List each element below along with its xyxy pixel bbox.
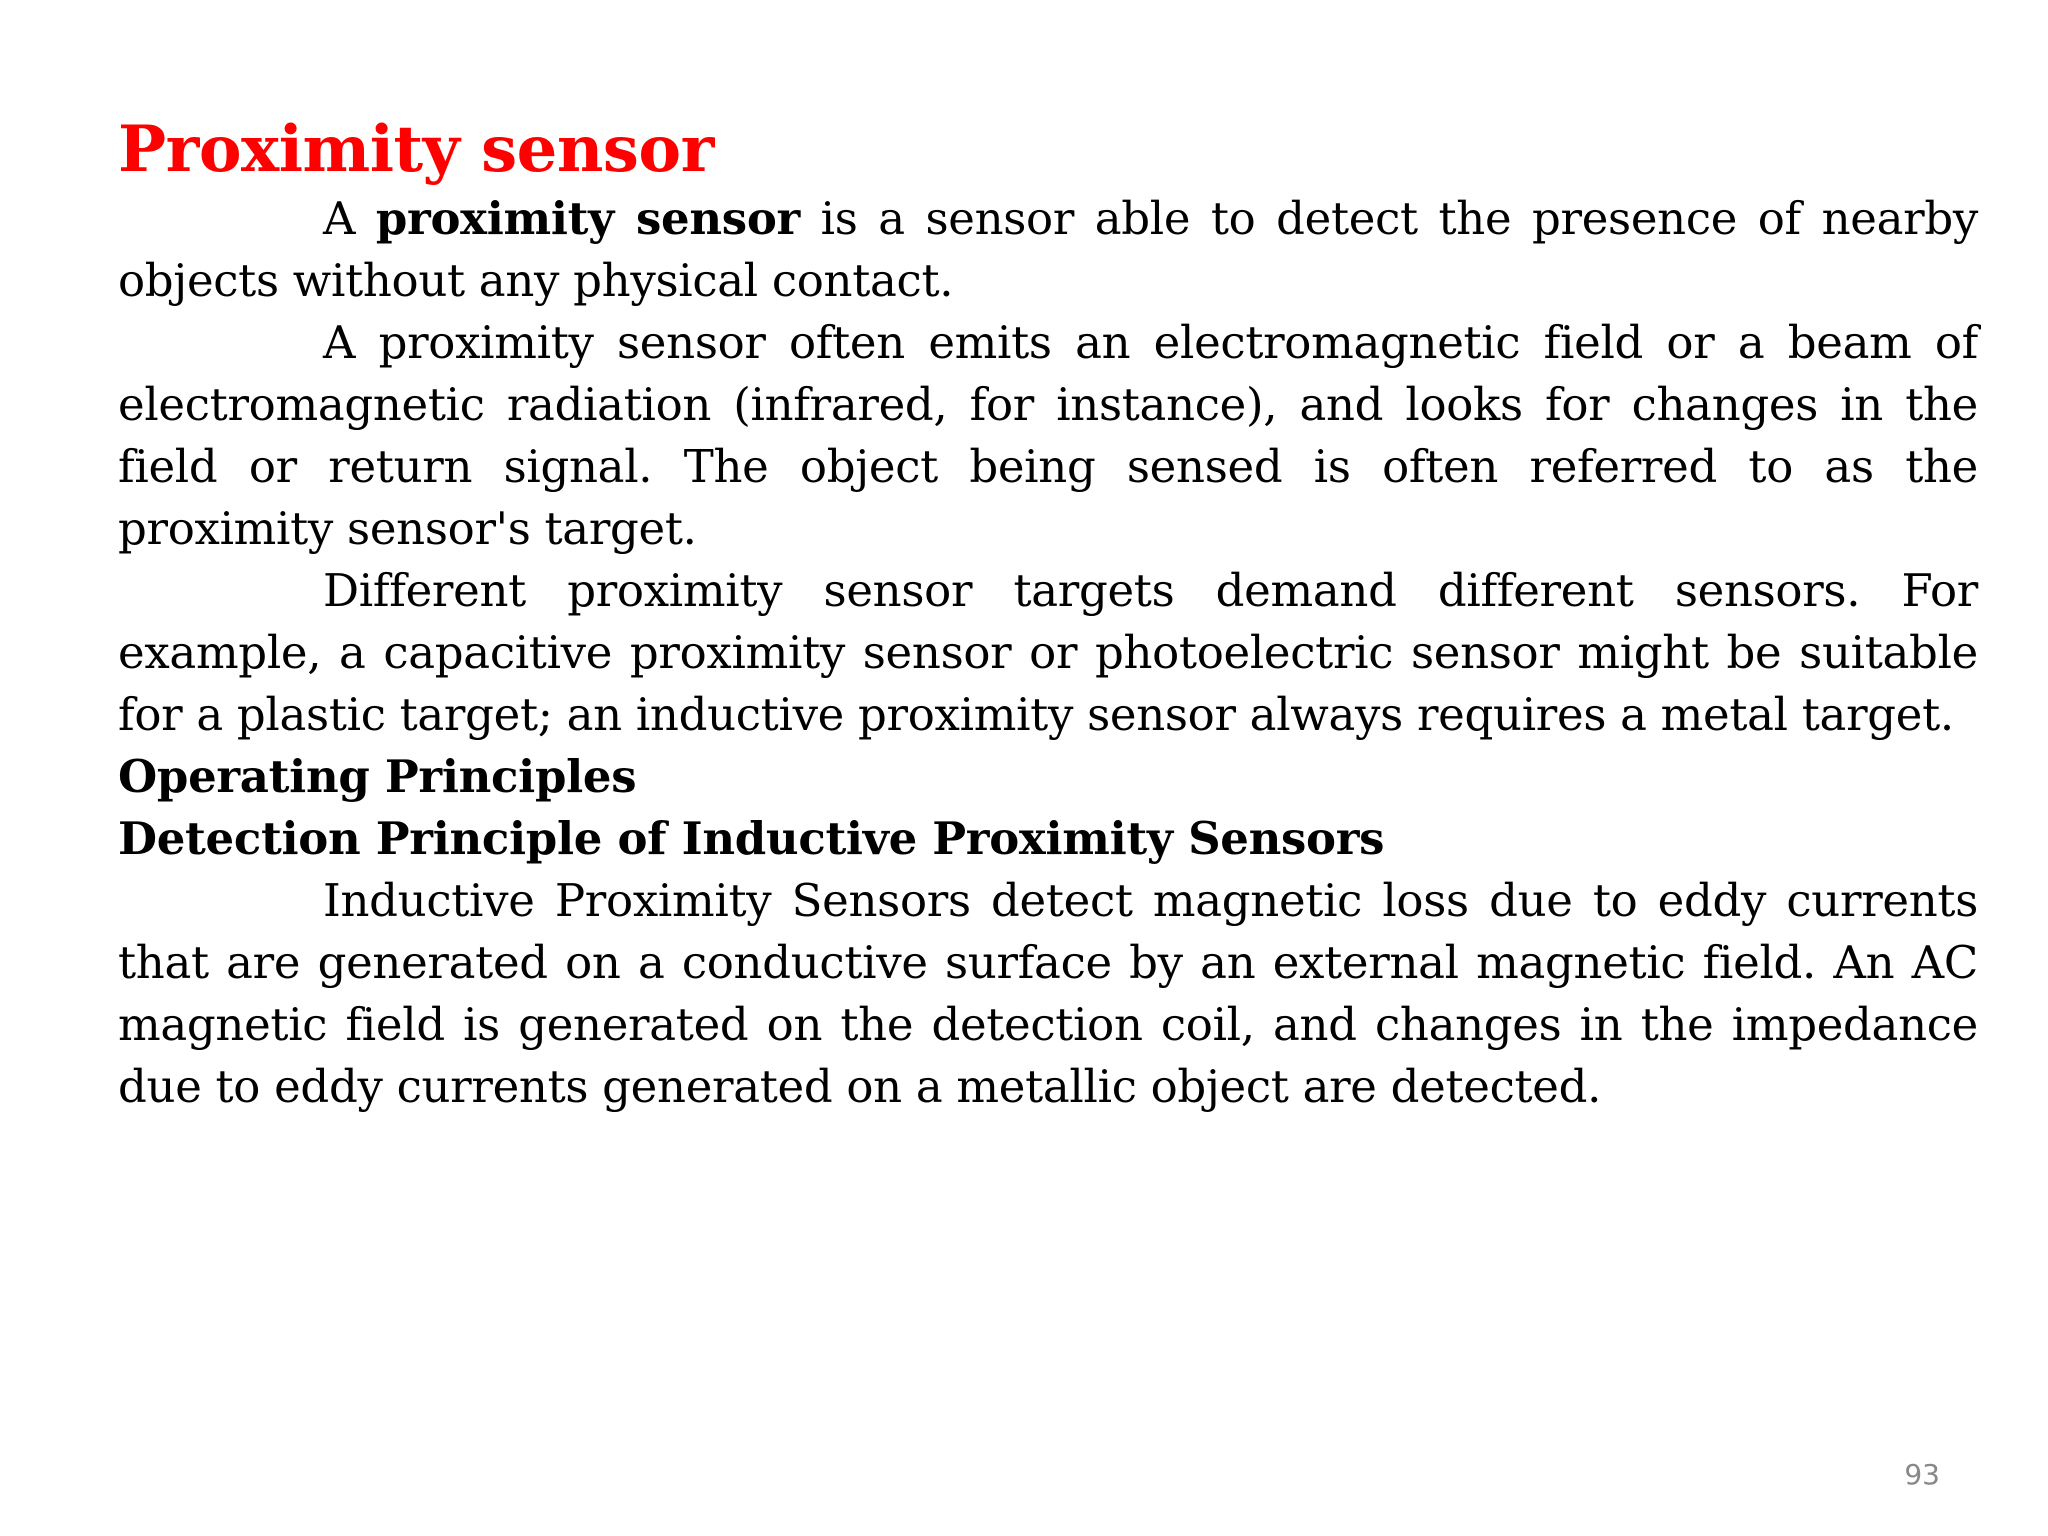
slide-title: Proximity sensor xyxy=(118,112,714,187)
intro-rest: is a sensor able to detect the presence of nearby objects without any physical contact. xyxy=(118,192,1978,307)
heading-detection-principle: Detection Principle of Inductive Proximity Sensors xyxy=(118,812,1385,865)
paragraph-inductive: Inductive Proximity Sensors detect magnetic loss due to eddy currents that are generated on a conductive surface by an external magnetic field. An AC magnetic field is generated on the detection coil, and changes in the impedance due to eddy currents generated on a metallic object are detected. xyxy=(118,874,1978,1113)
slide-content xyxy=(118,112,1978,1118)
heading-operating-principles: Operating Principles xyxy=(118,750,637,803)
intro-term: proximity sensor xyxy=(375,192,800,245)
page-number: 93 xyxy=(1904,1458,1940,1491)
intro-lead: A xyxy=(323,192,376,245)
paragraph-targets: Different proximity sensor targets demand different sensors. For example, a capacitive proximity sensor or photoelectric sensor might be suitable for a plastic target; an inductive proximity sensor always requires a metal target. xyxy=(118,564,1978,741)
intro-paragraph xyxy=(118,188,1978,312)
paragraph-emission: A proximity sensor often emits an electromagnetic field or a beam of electromagnetic radiation (infrared, for instance), and looks for changes in the field or return signal. The object being sensed is often referred to as the proximity sensor's target. xyxy=(118,316,1978,555)
